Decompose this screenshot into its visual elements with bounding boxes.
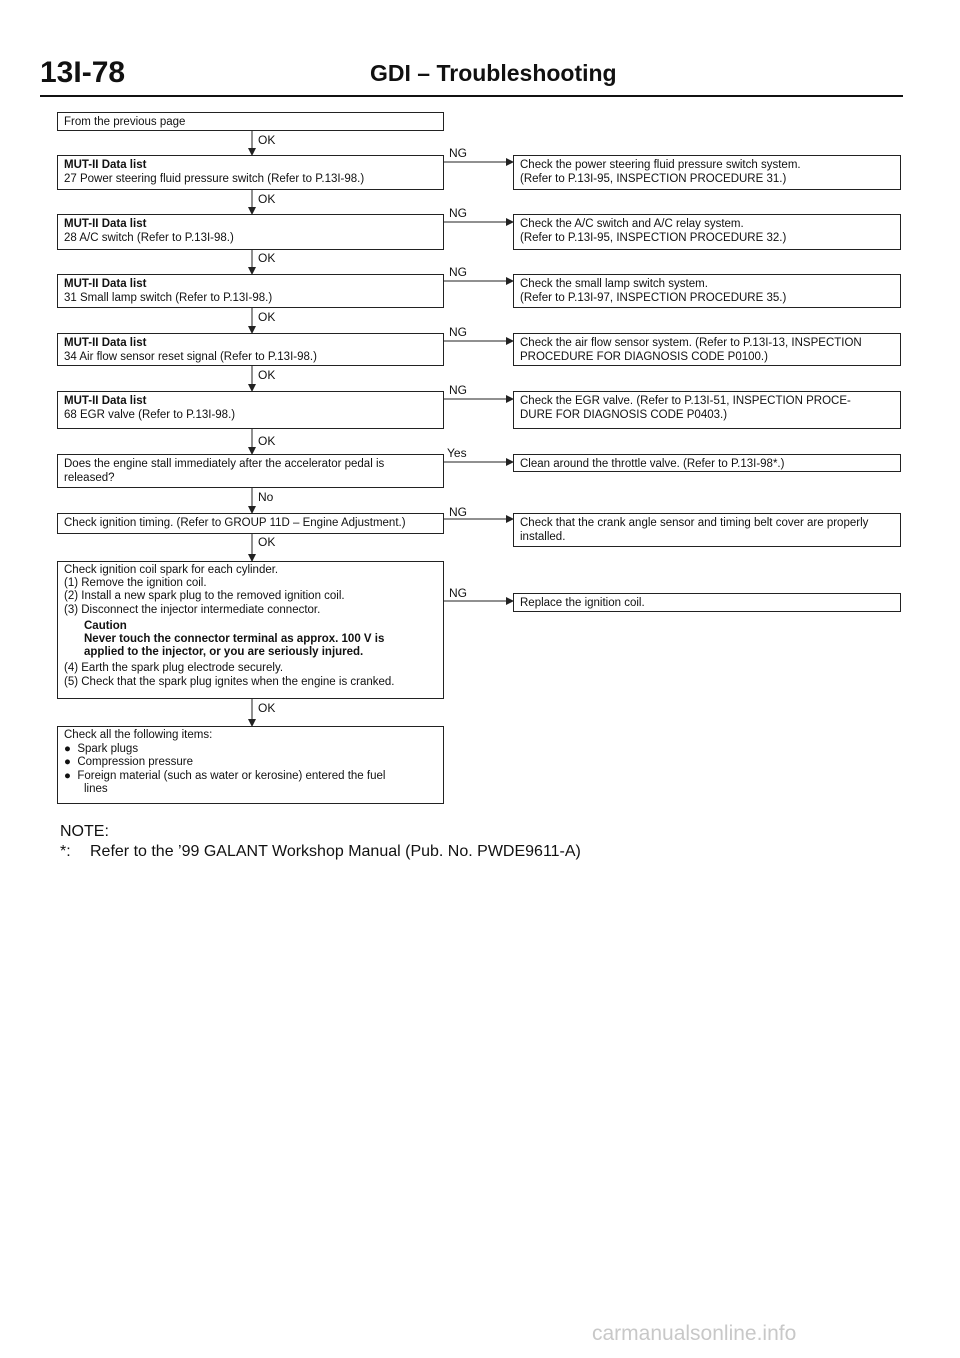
ok-label: OK bbox=[258, 192, 276, 206]
ng-label: NG bbox=[449, 265, 467, 279]
data-list-title: MUT-II Data list bbox=[64, 159, 147, 171]
caution-line: Never touch the connector terminal as approx. 100 V is bbox=[84, 633, 385, 646]
data-list-title: MUT-II Data list bbox=[64, 337, 147, 349]
ng-label: NG bbox=[449, 383, 467, 397]
ok-label: OK bbox=[258, 310, 276, 324]
start-text: From the previous page bbox=[64, 116, 186, 128]
data-list-title: MUT-II Data list bbox=[64, 218, 147, 230]
ignition-timing-box bbox=[57, 513, 444, 534]
result-line: installed. bbox=[520, 531, 566, 543]
result-line: (Refer to P.13I-95, INSPECTION PROCEDURE 31.) bbox=[520, 173, 787, 185]
result-line: (Refer to P.13I-97, INSPECTION PROCEDURE 35.) bbox=[520, 292, 787, 304]
result-line: Check the A/C switch and A/C relay system. bbox=[520, 218, 744, 230]
data-list-box-68 bbox=[57, 391, 444, 429]
engine-stall-question-box bbox=[57, 454, 444, 488]
result-box-throttle-valve bbox=[513, 454, 901, 472]
ok-label: OK bbox=[258, 368, 276, 382]
result-line: DURE FOR DIAGNOSIS CODE P0403.) bbox=[520, 409, 728, 421]
no-label: No bbox=[258, 490, 274, 504]
page-number: 13I-78 bbox=[40, 56, 126, 89]
ok-label: OK bbox=[258, 251, 276, 265]
data-list-title: MUT-II Data list bbox=[64, 278, 147, 290]
procedure-line: (3) Disconnect the injector intermediate connector. bbox=[64, 603, 321, 616]
ignition-coil-check-box bbox=[57, 561, 444, 699]
result-box-small-lamp bbox=[513, 274, 901, 308]
result-box-replace-ignition-coil bbox=[513, 593, 901, 612]
ok-label: OK bbox=[258, 434, 276, 448]
list-item bbox=[64, 743, 437, 757]
start-box bbox=[57, 112, 444, 131]
note-marker: *: bbox=[60, 843, 71, 860]
result-line: Check the air flow sensor system. (Refer to P.13I-13, INSPECTION bbox=[520, 337, 862, 349]
ng-label: NG bbox=[449, 206, 467, 220]
question-line: released? bbox=[64, 472, 115, 484]
note-heading: NOTE: bbox=[60, 823, 109, 840]
result-box-egr-valve bbox=[513, 391, 901, 429]
result-box-crank-angle-sensor bbox=[513, 513, 901, 547]
note-text: Refer to the ’99 GALANT Workshop Manual (Pub. No. PWDE9611-A) bbox=[90, 843, 581, 860]
question-line: Does the engine stall immediately after the accelerator pedal is bbox=[64, 458, 385, 470]
list-item-text: Spark plugs bbox=[77, 742, 139, 755]
procedure-line: (2) Install a new spark plug to the removed ignition coil. bbox=[64, 590, 345, 603]
result-box-air-flow-sensor bbox=[513, 333, 901, 366]
final-check-title: Check all the following items: bbox=[64, 729, 213, 741]
procedure-line: (5) Check that the spark plug ignites when the engine is cranked. bbox=[64, 675, 395, 688]
yes-label: Yes bbox=[447, 446, 467, 460]
caution-title: Caution bbox=[84, 619, 127, 632]
ok-label: OK bbox=[258, 701, 276, 715]
list-item-text: Compression pressure bbox=[77, 756, 194, 768]
list-item-continuation: lines bbox=[84, 783, 108, 795]
data-list-item: 68 EGR valve (Refer to P.13I-98.) bbox=[64, 409, 236, 421]
caution-line: applied to the injector, or you are seriously injured. bbox=[84, 646, 364, 659]
result-line: Check that the crank angle sensor and timing belt cover are properly bbox=[520, 517, 869, 529]
result-line: Check the power steering fluid pressure switch system. bbox=[520, 159, 801, 171]
ng-label: NG bbox=[449, 505, 467, 519]
final-check-box bbox=[57, 726, 444, 804]
data-list-box-31 bbox=[57, 274, 444, 308]
result-line: Clean around the throttle valve. (Refer to P.13I-98*.) bbox=[520, 458, 785, 470]
ng-label: NG bbox=[449, 325, 467, 339]
bullet-icon: ● bbox=[64, 769, 78, 782]
ok-label: OK bbox=[258, 535, 276, 549]
data-list-box-28 bbox=[57, 214, 444, 250]
result-line: PROCEDURE FOR DIAGNOSIS CODE P0100.) bbox=[520, 351, 768, 363]
ignition-timing-text: Check ignition timing. (Refer to GROUP 11D – Engine Adjustment.) bbox=[64, 517, 406, 529]
result-line: Check the EGR valve. (Refer to P.13I-51, INSPECTION PROCE- bbox=[520, 395, 851, 407]
data-list-item: 34 Air flow sensor reset signal (Refer to P.13I-98.) bbox=[64, 351, 317, 363]
list-item bbox=[64, 770, 437, 784]
procedure-line: (4) Earth the spark plug electrode securely. bbox=[64, 662, 284, 675]
ng-label: NG bbox=[449, 586, 467, 600]
data-list-item: 28 A/C switch (Refer to P.13I-98.) bbox=[64, 232, 234, 244]
watermark: carmanualsonline.info bbox=[592, 1322, 797, 1345]
procedure-line: Check ignition coil spark for each cylinder. bbox=[64, 564, 279, 576]
page-title: GDI – Troubleshooting bbox=[370, 60, 617, 86]
data-list-box-27 bbox=[57, 155, 444, 190]
ng-label: NG bbox=[449, 146, 467, 160]
result-line: Check the small lamp switch system. bbox=[520, 278, 708, 290]
data-list-item: 27 Power steering fluid pressure switch (Refer to P.13I-98.) bbox=[64, 173, 365, 185]
data-list-title: MUT-II Data list bbox=[64, 395, 147, 407]
data-list-box-34 bbox=[57, 333, 444, 366]
procedure-line: (1) Remove the ignition coil. bbox=[64, 577, 207, 590]
bullet-icon: ● bbox=[64, 756, 78, 768]
result-line: Replace the ignition coil. bbox=[520, 597, 645, 609]
data-list-item: 31 Small lamp switch (Refer to P.13I-98.) bbox=[64, 292, 273, 304]
ok-label: OK bbox=[258, 133, 276, 147]
list-item bbox=[64, 756, 437, 770]
list-item-text: Foreign material (such as water or kerosine) entered the fuel bbox=[77, 769, 386, 782]
result-line: (Refer to P.13I-95, INSPECTION PROCEDURE 32.) bbox=[520, 232, 787, 244]
bullet-icon: ● bbox=[64, 742, 78, 755]
result-box-ac-switch bbox=[513, 214, 901, 250]
result-box-power-steering bbox=[513, 155, 901, 190]
